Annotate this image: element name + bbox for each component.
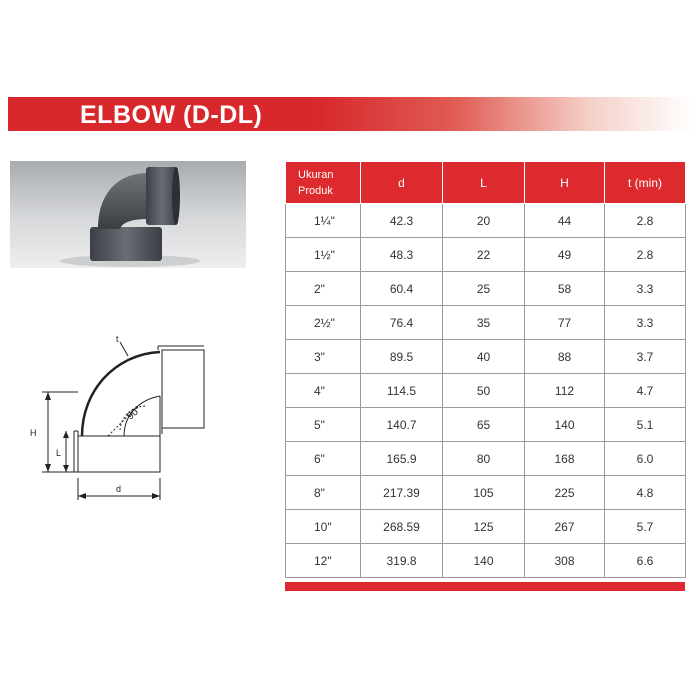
value-cell: 88 xyxy=(525,340,605,374)
value-cell: 217.39 xyxy=(361,476,443,510)
value-cell: 225 xyxy=(525,476,605,510)
value-cell: 5.1 xyxy=(605,408,686,442)
value-cell: 3.3 xyxy=(605,306,686,340)
value-cell: 40 xyxy=(443,340,525,374)
value-cell: 4.7 xyxy=(605,374,686,408)
value-cell: 20 xyxy=(443,204,525,238)
value-cell: 112 xyxy=(525,374,605,408)
value-cell: 2.8 xyxy=(605,238,686,272)
spec-table xyxy=(285,161,686,578)
value-cell: 58 xyxy=(525,272,605,306)
value-cell: 76.4 xyxy=(361,306,443,340)
value-cell: 140 xyxy=(525,408,605,442)
header-h: H xyxy=(525,162,605,204)
value-cell: 165.9 xyxy=(361,442,443,476)
dim-h-label: H xyxy=(30,428,37,438)
value-cell: 80 xyxy=(443,442,525,476)
value-cell: 60.4 xyxy=(361,272,443,306)
table-row xyxy=(286,340,686,374)
value-cell: 48.3 xyxy=(361,238,443,272)
elbow-diagram xyxy=(20,330,210,505)
value-cell: 319.8 xyxy=(361,544,443,578)
size-cell: 1¼" xyxy=(286,204,361,238)
table-row xyxy=(286,476,686,510)
size-cell: 10" xyxy=(286,510,361,544)
size-cell: 2½" xyxy=(286,306,361,340)
table-row xyxy=(286,204,686,238)
value-cell: 125 xyxy=(443,510,525,544)
value-cell: 22 xyxy=(443,238,525,272)
dim-l-label: L xyxy=(56,448,62,458)
value-cell: 6.0 xyxy=(605,442,686,476)
size-cell: 6" xyxy=(286,442,361,476)
value-cell: 3.3 xyxy=(605,272,686,306)
value-cell: 140.7 xyxy=(361,408,443,442)
value-cell: 168 xyxy=(525,442,605,476)
table-row xyxy=(286,408,686,442)
table-row xyxy=(286,238,686,272)
value-cell: 268.59 xyxy=(361,510,443,544)
value-cell: 44 xyxy=(525,204,605,238)
value-cell: 50 xyxy=(443,374,525,408)
table-row xyxy=(286,544,686,578)
dim-d-label: d xyxy=(116,484,122,494)
value-cell: 77 xyxy=(525,306,605,340)
value-cell: 42.3 xyxy=(361,204,443,238)
elbow-photo-icon xyxy=(10,161,246,268)
value-cell: 105 xyxy=(443,476,525,510)
value-cell: 140 xyxy=(443,544,525,578)
value-cell: 3.7 xyxy=(605,340,686,374)
value-cell: 6.6 xyxy=(605,544,686,578)
header-t-min: t (min) xyxy=(605,162,686,204)
size-cell: 8" xyxy=(286,476,361,510)
value-cell: 4.8 xyxy=(605,476,686,510)
bottom-accent-bar xyxy=(285,582,685,591)
table-header-row xyxy=(286,162,686,204)
value-cell: 114.5 xyxy=(361,374,443,408)
page-title: ELBOW (D-DL) xyxy=(80,101,263,129)
header-ukuran-produk: Ukuran Produk xyxy=(286,162,361,204)
dim-t-label: t xyxy=(116,334,119,344)
size-cell: 2" xyxy=(286,272,361,306)
table-row xyxy=(286,442,686,476)
table-row xyxy=(286,272,686,306)
product-photo xyxy=(10,161,246,268)
table-row xyxy=(286,374,686,408)
value-cell: 65 xyxy=(443,408,525,442)
value-cell: 308 xyxy=(525,544,605,578)
table-row xyxy=(286,306,686,340)
angle-label: 90° xyxy=(125,404,144,423)
value-cell: 5.7 xyxy=(605,510,686,544)
value-cell: 25 xyxy=(443,272,525,306)
value-cell: 49 xyxy=(525,238,605,272)
size-cell: 5" xyxy=(286,408,361,442)
size-cell: 4" xyxy=(286,374,361,408)
size-cell: 1½" xyxy=(286,238,361,272)
value-cell: 267 xyxy=(525,510,605,544)
size-cell: 3" xyxy=(286,340,361,374)
header-d: d xyxy=(361,162,443,204)
value-cell: 2.8 xyxy=(605,204,686,238)
value-cell: 35 xyxy=(443,306,525,340)
size-cell: 12" xyxy=(286,544,361,578)
value-cell: 89.5 xyxy=(361,340,443,374)
header-l: L xyxy=(443,162,525,204)
table-row xyxy=(286,510,686,544)
